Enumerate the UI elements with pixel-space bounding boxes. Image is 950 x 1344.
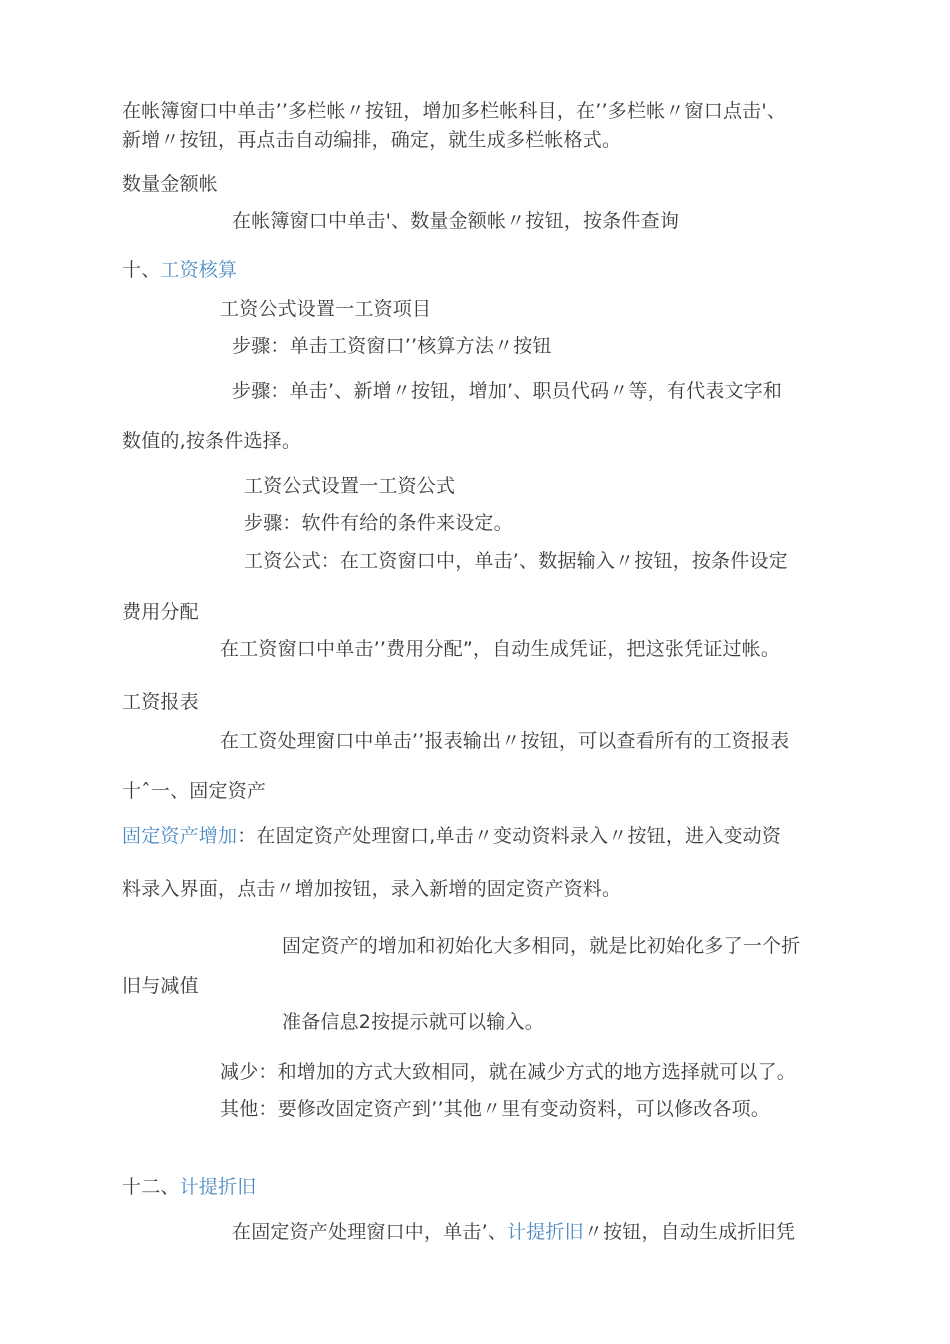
text-segment: 在固定资产处理窗口中，单击’、 — [232, 1221, 508, 1243]
text-line: 数值的,按条件选择。 — [122, 430, 302, 452]
section-link-payroll[interactable]: 工资核算 — [160, 259, 238, 281]
text-line: 步骤：单击工资窗口’’核算方法〃按钮 — [232, 335, 552, 357]
section-heading-payroll — [122, 257, 237, 283]
text-segment: 〃按钮，自动生成折旧凭 — [583, 1221, 796, 1243]
section-number: 十、 — [122, 259, 161, 281]
subheading: 数量金额帐 — [122, 173, 219, 195]
text-line: 在帐簿窗口中单击'、数量金额帐〃按钮，按条件查询 — [232, 210, 680, 232]
text-line: 固定资产的增加和初始化大多相同，就是比初始化多了一个折 — [282, 935, 801, 957]
text-line: 新增〃按钮，再点击自动编排，确定，就生成多栏帐格式。 — [122, 129, 622, 151]
text-line — [232, 1219, 795, 1245]
text-line: 步骤：软件有给的条件来设定。 — [244, 512, 513, 534]
subheading: 工资公式设置一工资公式 — [244, 475, 456, 497]
link-depreciation[interactable]: 计提折旧 — [507, 1221, 584, 1243]
section-heading-fixed-assets: 十ˆ一、固定资产 — [122, 780, 267, 802]
subheading: 工资报表 — [122, 691, 199, 713]
section-number: 十二、 — [122, 1176, 180, 1198]
subheading: 工资公式设置一工资项目 — [220, 298, 432, 320]
text-line: 料录入界面，点击〃增加按钮，录入新增的固定资产资料。 — [122, 878, 622, 900]
text-line: 减少：和增加的方式大致相同，就在减少方式的地方选择就可以了。 — [220, 1061, 797, 1083]
section-link-depreciation[interactable]: 计提折旧 — [179, 1176, 257, 1198]
text-line: 其他：要修改固定资产到’’其他〃里有变动资料，可以修改各项。 — [220, 1098, 771, 1120]
subheading: 费用分配 — [122, 601, 199, 623]
text-line — [122, 823, 781, 849]
text-line: 在工资窗口中单击’’费用分配”，自动生成凭证，把这张凭证过帐。 — [220, 638, 781, 660]
text-line: 步骤：单击’、新增〃按钮，增加’、职员代码〃等，有代表文字和 — [232, 380, 783, 402]
section-heading-depreciation — [122, 1174, 256, 1200]
text-line: 在帐簿窗口中单击’’多栏帐〃按钮，增加多栏帐科目，在’’多栏帐〃窗口点击'、 — [122, 100, 786, 122]
text-line: 在工资处理窗口中单击’’报表输出〃按钮，可以查看所有的工资报表 — [220, 730, 790, 752]
text-segment: ：在固定资产处理窗口,单击〃变动资料录入〃按钮，进入变动资 — [237, 825, 782, 847]
text-line: 准备信息2按提示就可以输入。 — [282, 1011, 544, 1033]
text-line: 工资公式：在工资窗口中，单击’、数据输入〃按钮，按条件设定 — [244, 550, 788, 572]
link-fixed-asset-add[interactable]: 固定资产增加 — [122, 825, 238, 847]
text-line: 旧与减值 — [122, 975, 199, 997]
